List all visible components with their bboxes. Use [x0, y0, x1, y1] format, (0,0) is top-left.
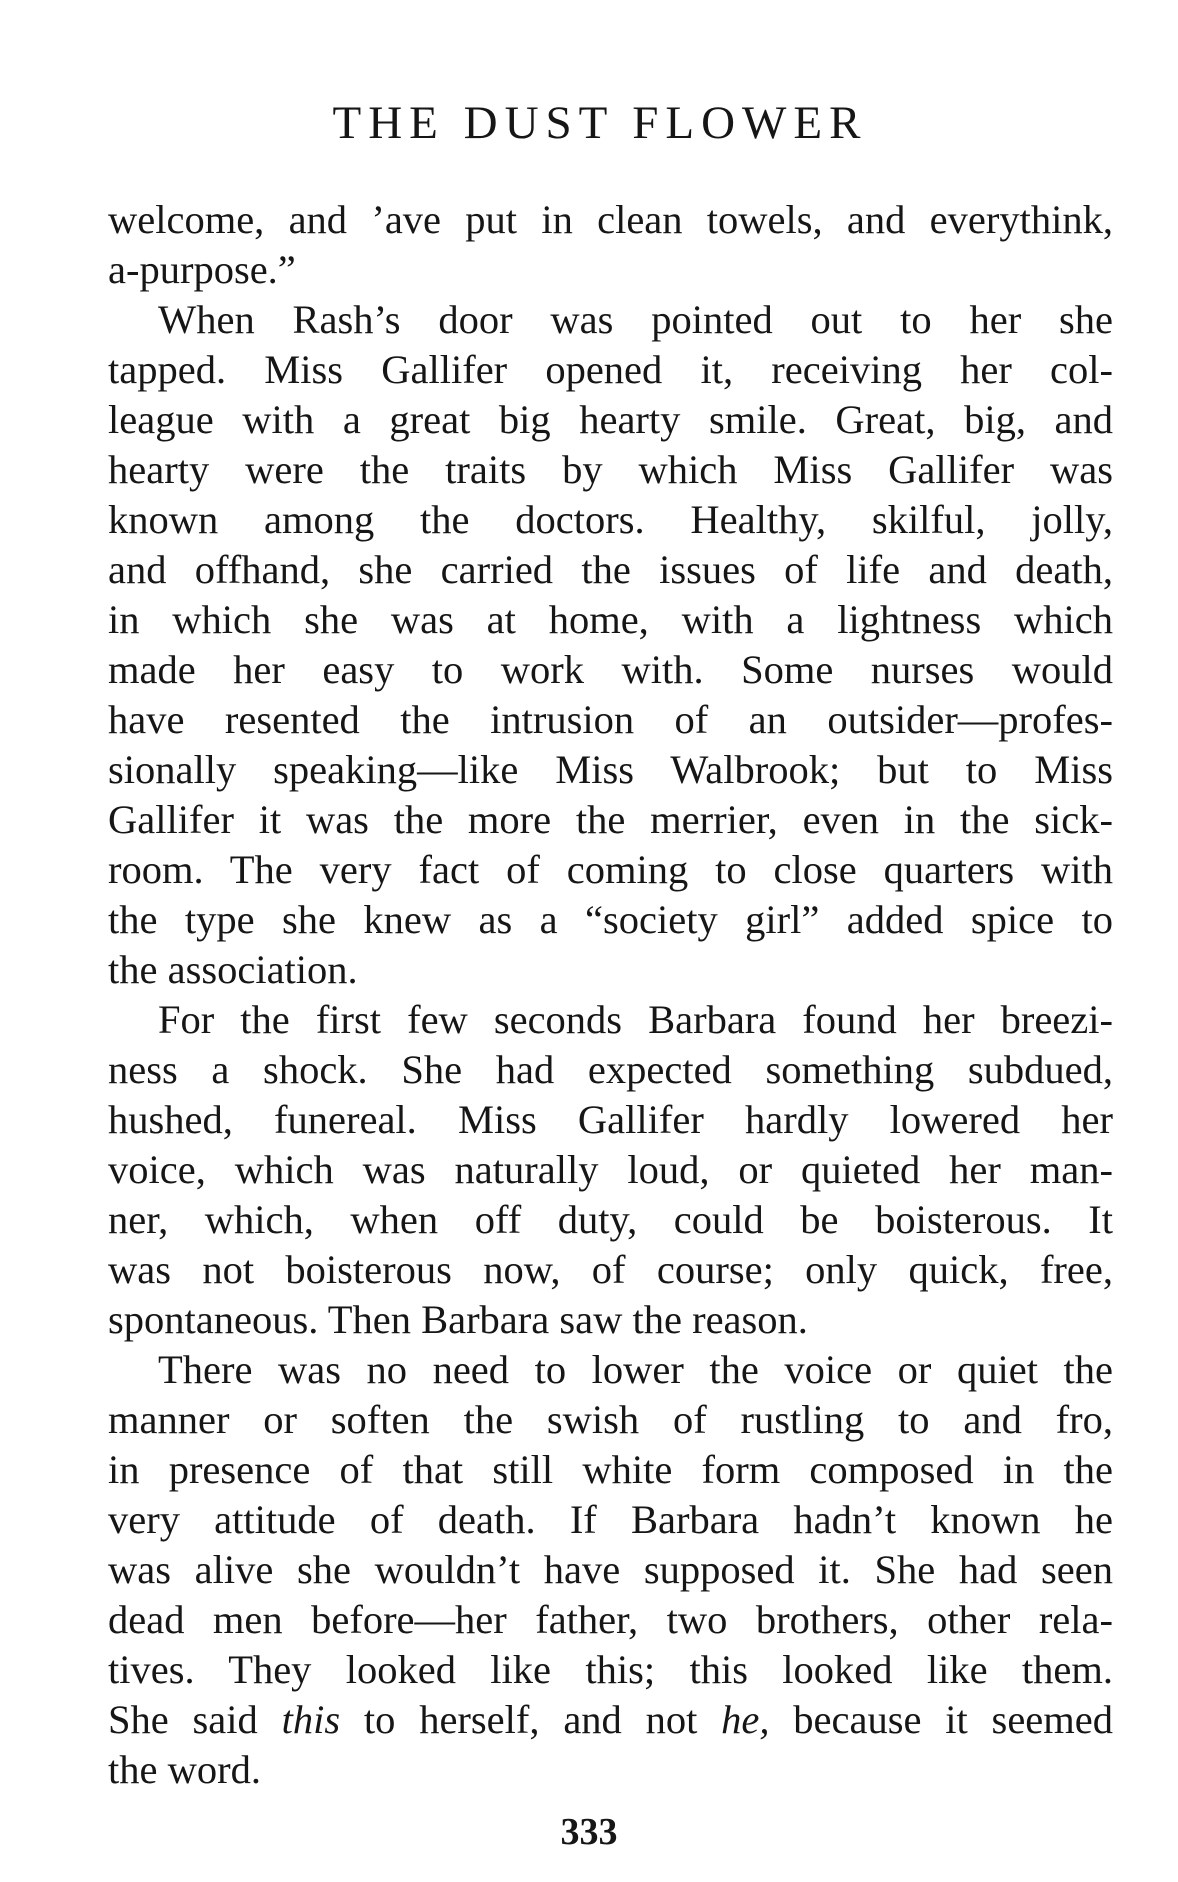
text-line: known among the doctors. Healthy, skilful, jolly,	[108, 497, 1113, 542]
text-line: made her easy to work with. Some nurses would	[108, 647, 1113, 692]
text-line: dead men before—her father, two brothers, other rela-	[108, 1597, 1113, 1642]
text-line: hearty were the traits by which Miss Gallifer was	[108, 447, 1113, 492]
text-line: ness a shock. She had expected something subdued,	[108, 1047, 1113, 1092]
text-line: was alive she wouldn’t have supposed it. She had seen	[108, 1547, 1113, 1592]
text-run: to herself, and not	[340, 1697, 722, 1742]
text-line: the word.	[108, 1747, 261, 1792]
text-line: tives. They looked like this; this looked like them.	[108, 1647, 1113, 1692]
text-line	[108, 1695, 1113, 1745]
text-line: the type she knew as a “society girl” added spice to	[108, 897, 1113, 942]
running-head: THE DUST FLOWER	[332, 97, 868, 149]
paragraph-1	[108, 195, 1113, 295]
italic-word: he,	[721, 1697, 770, 1742]
text-line: For the first few seconds Barbara found her breezi-	[158, 997, 1113, 1042]
page-number: 333	[560, 1811, 618, 1853]
paragraph-4	[108, 1345, 1113, 1795]
text-line: Gallifer it was the more the merrier, even in the sick-	[108, 797, 1113, 842]
body-text	[108, 195, 1113, 1795]
text-line: was not boisterous now, of course; only quick, free,	[108, 1247, 1113, 1292]
text-line: hushed, funereal. Miss Gallifer hardly lowered her	[108, 1097, 1113, 1142]
text-line: room. The very fact of coming to close quarters with	[108, 847, 1113, 892]
text-line: There was no need to lower the voice or quiet the	[158, 1347, 1113, 1392]
text-line: have resented the intrusion of an outsider—profes-	[108, 697, 1113, 742]
italic-word: this	[281, 1697, 341, 1742]
text-line: league with a great big hearty smile. Great, big, and	[108, 397, 1113, 442]
text-line: in which she was at home, with a lightness which	[108, 597, 1113, 642]
text-line: very attitude of death. If Barbara hadn’t known he	[108, 1497, 1113, 1542]
paragraph-2	[108, 295, 1113, 995]
text-line: in presence of that still white form composed in the	[108, 1447, 1113, 1492]
text-run: She said	[108, 1697, 282, 1742]
text-line: and offhand, she carried the issues of life and death,	[108, 547, 1113, 592]
text-run: because it seemed	[769, 1697, 1113, 1742]
text-line: a-purpose.”	[108, 247, 296, 292]
paragraph-3	[108, 995, 1113, 1345]
text-line: voice, which was naturally loud, or quieted her man-	[108, 1147, 1113, 1192]
text-line: the association.	[108, 947, 358, 992]
text-line: welcome, and ’ave put in clean towels, and everythink,	[108, 197, 1113, 242]
text-line: tapped. Miss Gallifer opened it, receiving her col-	[108, 347, 1113, 392]
text-line: manner or soften the swish of rustling to and fro,	[108, 1397, 1113, 1442]
text-line: ner, which, when off duty, could be boisterous. It	[108, 1197, 1113, 1242]
text-line: spontaneous. Then Barbara saw the reason.	[108, 1297, 808, 1342]
text-line: When Rash’s door was pointed out to her she	[158, 297, 1113, 342]
text-line: sionally speaking—like Miss Walbrook; but to Miss	[108, 747, 1113, 792]
